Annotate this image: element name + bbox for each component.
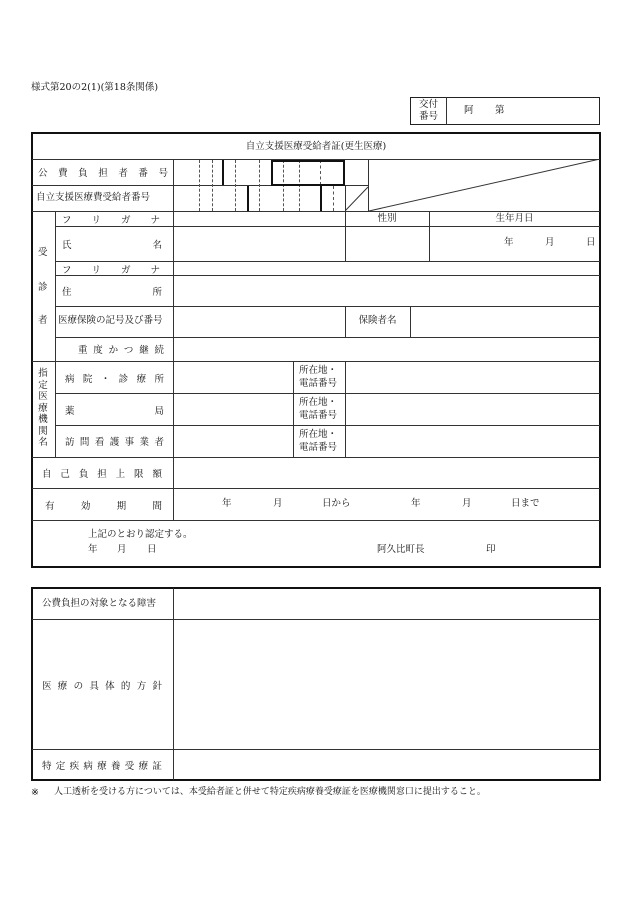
period-to-year: 年: [411, 498, 421, 509]
pharmacy-label: 薬 局: [65, 406, 164, 417]
location-phone-label: 電話番号: [299, 378, 338, 389]
location-phone-label: 所在地・: [299, 365, 338, 376]
certificate-title: 自立支援医療受給者証(更生医療): [245, 141, 387, 152]
patient-vertical-label: 診: [38, 282, 48, 293]
insurance-symbol-label: 医療保険の記号及び番号: [58, 315, 163, 326]
name-label: 氏 名: [62, 240, 162, 251]
location-phone-label: 所在地・: [299, 429, 338, 440]
certify-statement: 上記のとおり認定する。: [88, 529, 193, 540]
treatment-policy-label: 医 療 の 具 体 的 方 針: [42, 681, 162, 692]
certify-year: 年: [88, 544, 98, 555]
diagonal-strike: [345, 159, 601, 211]
public-burden-number-label: 公 費 負 担 者 番 号: [38, 168, 168, 179]
footnote-mark: ※: [31, 787, 39, 798]
period-to-month: 月: [462, 498, 472, 509]
form-number: 様式第20の2(1)(第18条関係): [31, 82, 159, 93]
period-from-suffix: 日から: [322, 498, 351, 509]
hospital-label: 病 院 ・ 診 療 所: [65, 374, 164, 385]
designated-institution-label: 指 定 医 療 機 関 名: [38, 368, 48, 448]
period-to-suffix: 日まで: [511, 498, 540, 509]
footnote-text: 人工透析を受ける方については、本受給者証と併せて特定疾病療養受療証を医療機関窓口に提出すること。: [54, 787, 486, 797]
period-from-year: 年: [222, 498, 232, 509]
seal-mark: 印: [486, 544, 496, 555]
validity-period-label: 有 効 期 間: [45, 501, 162, 512]
location-phone-label: 電話番号: [299, 410, 338, 421]
recipient-number-label: 自立支援医療費受給者番号: [36, 192, 151, 203]
mayor-name: 阿久比町長: [377, 544, 425, 555]
target-disability-label: 公費負担の対象となる障害: [42, 598, 157, 609]
furigana-label: フ リ ガ ナ: [62, 265, 160, 276]
sex-label: 性別: [377, 213, 397, 224]
certify-month: 月: [117, 544, 127, 555]
birth-year-unit: 年: [504, 237, 514, 248]
birthdate-label: 生年月日: [495, 213, 534, 224]
specified-disease-label: 特 定 疾 病 療 養 受 療 証: [42, 761, 162, 772]
kofu-label: 交付: [419, 99, 439, 110]
kofu-label: 番号: [419, 111, 439, 122]
address-label: 住 所: [62, 287, 162, 298]
nursing-label: 訪 問 看 護 事 業 者: [65, 437, 164, 448]
insurer-name-label: 保険者名: [358, 315, 397, 326]
copay-limit-label: 自 己 負 担 上 限 額: [42, 469, 162, 480]
patient-vertical-label: 受: [38, 247, 48, 258]
certify-day: 日: [147, 544, 157, 555]
severe-continuous-label: 重 度 か つ 継 続: [78, 345, 164, 356]
patient-vertical-label: 者: [38, 315, 48, 326]
location-phone-label: 所在地・: [299, 397, 338, 408]
location-phone-label: 電話番号: [299, 442, 338, 453]
period-from-month: 月: [273, 498, 283, 509]
furigana-label: フ リ ガ ナ: [62, 215, 160, 226]
birth-day-unit: 日: [586, 237, 596, 248]
kofu-value: 阿 第: [464, 105, 511, 116]
birth-month-unit: 月: [545, 237, 555, 248]
